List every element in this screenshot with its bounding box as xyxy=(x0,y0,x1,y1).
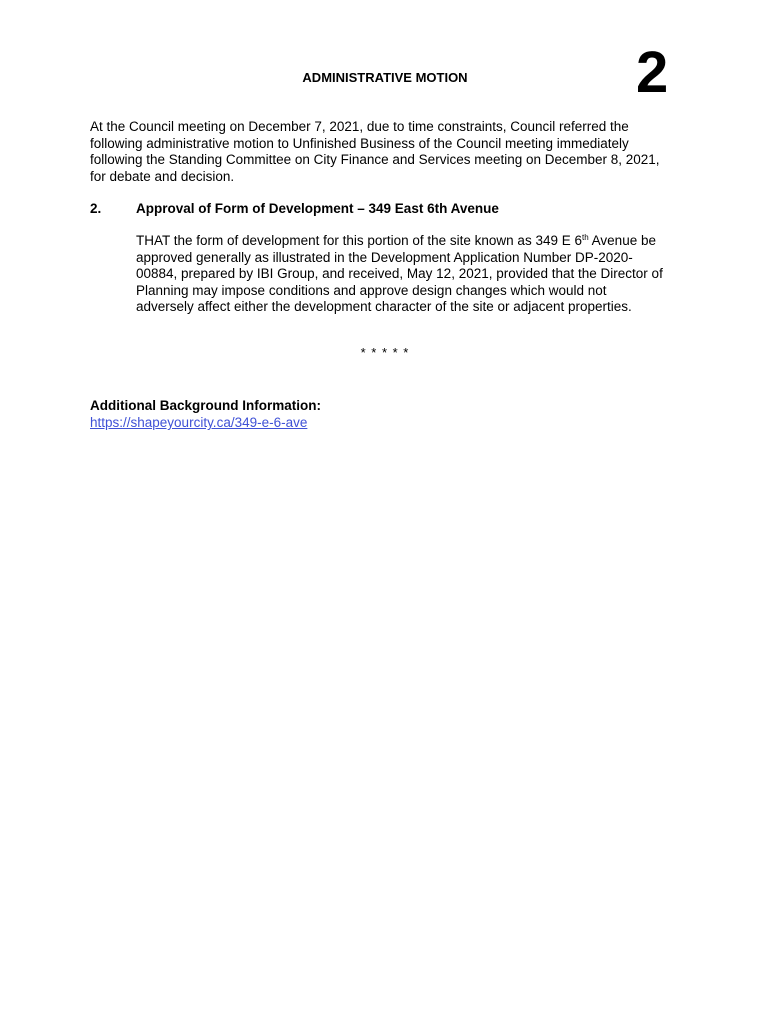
background-link[interactable]: https://shapeyourcity.ca/349-e-6-ave xyxy=(90,415,308,430)
background-heading: Additional Background Information: xyxy=(90,398,321,413)
intro-line: following administrative motion to Unfinished Business of the Council meeting immediately xyxy=(90,135,629,151)
motion-line xyxy=(136,233,696,250)
motion-line: approved generally as illustrated in the Development Application Number DP-2020- xyxy=(136,249,633,265)
motion-line-text: Avenue be xyxy=(588,233,656,248)
document-title: ADMINISTRATIVE MOTION xyxy=(302,70,468,85)
motion-line: Planning may impose conditions and approve design changes which would not xyxy=(136,282,607,298)
intro-line: for debate and decision. xyxy=(90,168,235,184)
intro-paragraph xyxy=(90,119,690,185)
section-separator: * * * * * xyxy=(360,345,410,360)
intro-line: At the Council meeting on December 7, 2021, due to time constraints, Council referred the xyxy=(90,119,629,134)
motion-number: 2. xyxy=(90,201,102,216)
ordinal-superscript: th xyxy=(581,233,589,242)
intro-line: following the Standing Committee on City Finance and Services meeting on December 8, 2021, xyxy=(90,152,660,167)
motion-body xyxy=(136,233,696,316)
item-number: 2 xyxy=(636,40,669,105)
motion-line-text: THAT the form of development for this portion of the site known as 349 E 6 xyxy=(136,233,582,248)
motion-line: adversely affect either the development character of the site or adjacent properties. xyxy=(136,299,632,314)
motion-title: Approval of Form of Development – 349 East 6th Avenue xyxy=(136,201,499,216)
motion-line: 00884, prepared by IBI Group, and received, May 12, 2021, provided that the Director of xyxy=(136,266,663,281)
